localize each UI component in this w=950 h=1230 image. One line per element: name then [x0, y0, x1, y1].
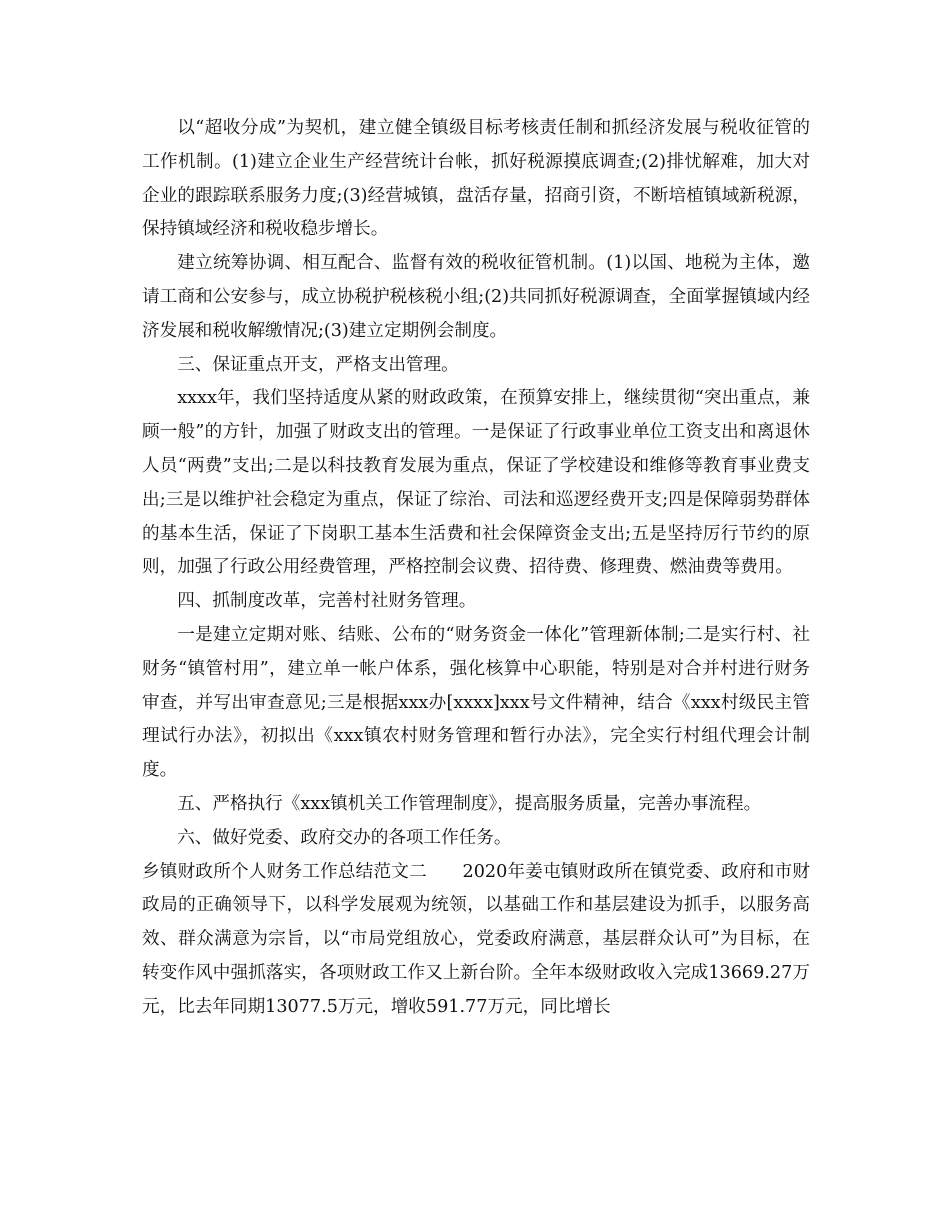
section-heading-6: 六、做好党委、政府交办的各项工作任务。 — [177, 827, 512, 848]
paragraph-village-finance: 一是建立定期对账、结账、公布的“财务资金一体化”管理新体制;二是实行村、社财务“镇管村用”，建立单一帐户体系，强化核算中心职能，特别是对合并村进行财务审查，并写出审查意见;三是根据xxx办[xxxx]xxx号文件精神，结合《xxx村级民主管理试行办法》，初拟出《xxx镇农村财务管理和暂行办法》，完全实行村组代理会计制度。 — [142, 624, 810, 781]
section-heading-3: 三、保证重点开支，严格支出管理。 — [177, 354, 459, 375]
section-heading-4: 四、抓制度改革，完善村社财务管理。 — [177, 591, 477, 612]
section-heading-5: 五、严格执行《xxx镇机关工作管理制度》，提高服务质量，完善办事流程。 — [177, 793, 762, 814]
paragraph-tax-collection-mechanism: 建立统筹协调、相互配合、监督有效的税收征管机制。(1)以国、地税为主体，邀请工商和公安参与，成立协税护税核税小组;(2)共同抓好税源调查，全面掌握镇域内经济发展和税收解缴情况;(3)建立定期例会制度。 — [142, 253, 810, 341]
document-page — [142, 112, 810, 1025]
paragraph-tax-target-mechanism: 以“超收分成”为契机，建立健全镇级目标考核责任制和抓经济发展与税收征管的工作机制。(1)建立企业生产经营统计台帐，抓好税源摸底调查;(2)排忧解难，加大对企业的跟踪联系服务力度;(3)经营城镇，盘活存量，招商引资，不断培植镇域新税源，保持镇域经济和税收稳步增长。 — [142, 118, 810, 240]
paragraph-expenditure-management: xxxx年，我们坚持适度从紧的财政政策，在预算安排上，继续贯彻“突出重点，兼顾一般”的方针，加强了财政支出的管理。一是保证了行政事业单位工资支出和离退休人员“两费”支出;二是以科技教育发展为重点，保证了学校建设和维修等教育事业费支出;三是以维护社会稳定为重点，保证了综治、司法和巡逻经费开支;四是保障弱势群体的基本生活，保证了下岗职工基本生活费和社会保障资金支出;五是坚持厉行节约的原则，加强了行政公用经费管理，严格控制会议费、招待费、修理费、燃油费等费用。 — [142, 388, 810, 578]
paragraph-summary-two: 乡镇财政所个人财务工作总结范文二 2020年姜屯镇财政所在镇党委、政府和市财政局的正确领导下，以科学发展观为统领，以基础工作和基层建设为抓手，以服务高效、群众满意为宗旨，以“市局党组放心，党委政府满意，基层群众认可”为目标，在转变作风中强抓落实，各项财政工作又上新台阶。全年本级财政收入完成13669.27万元，比去年同期13077.5万元，增收591.77万元，同比增长 — [142, 861, 810, 1017]
